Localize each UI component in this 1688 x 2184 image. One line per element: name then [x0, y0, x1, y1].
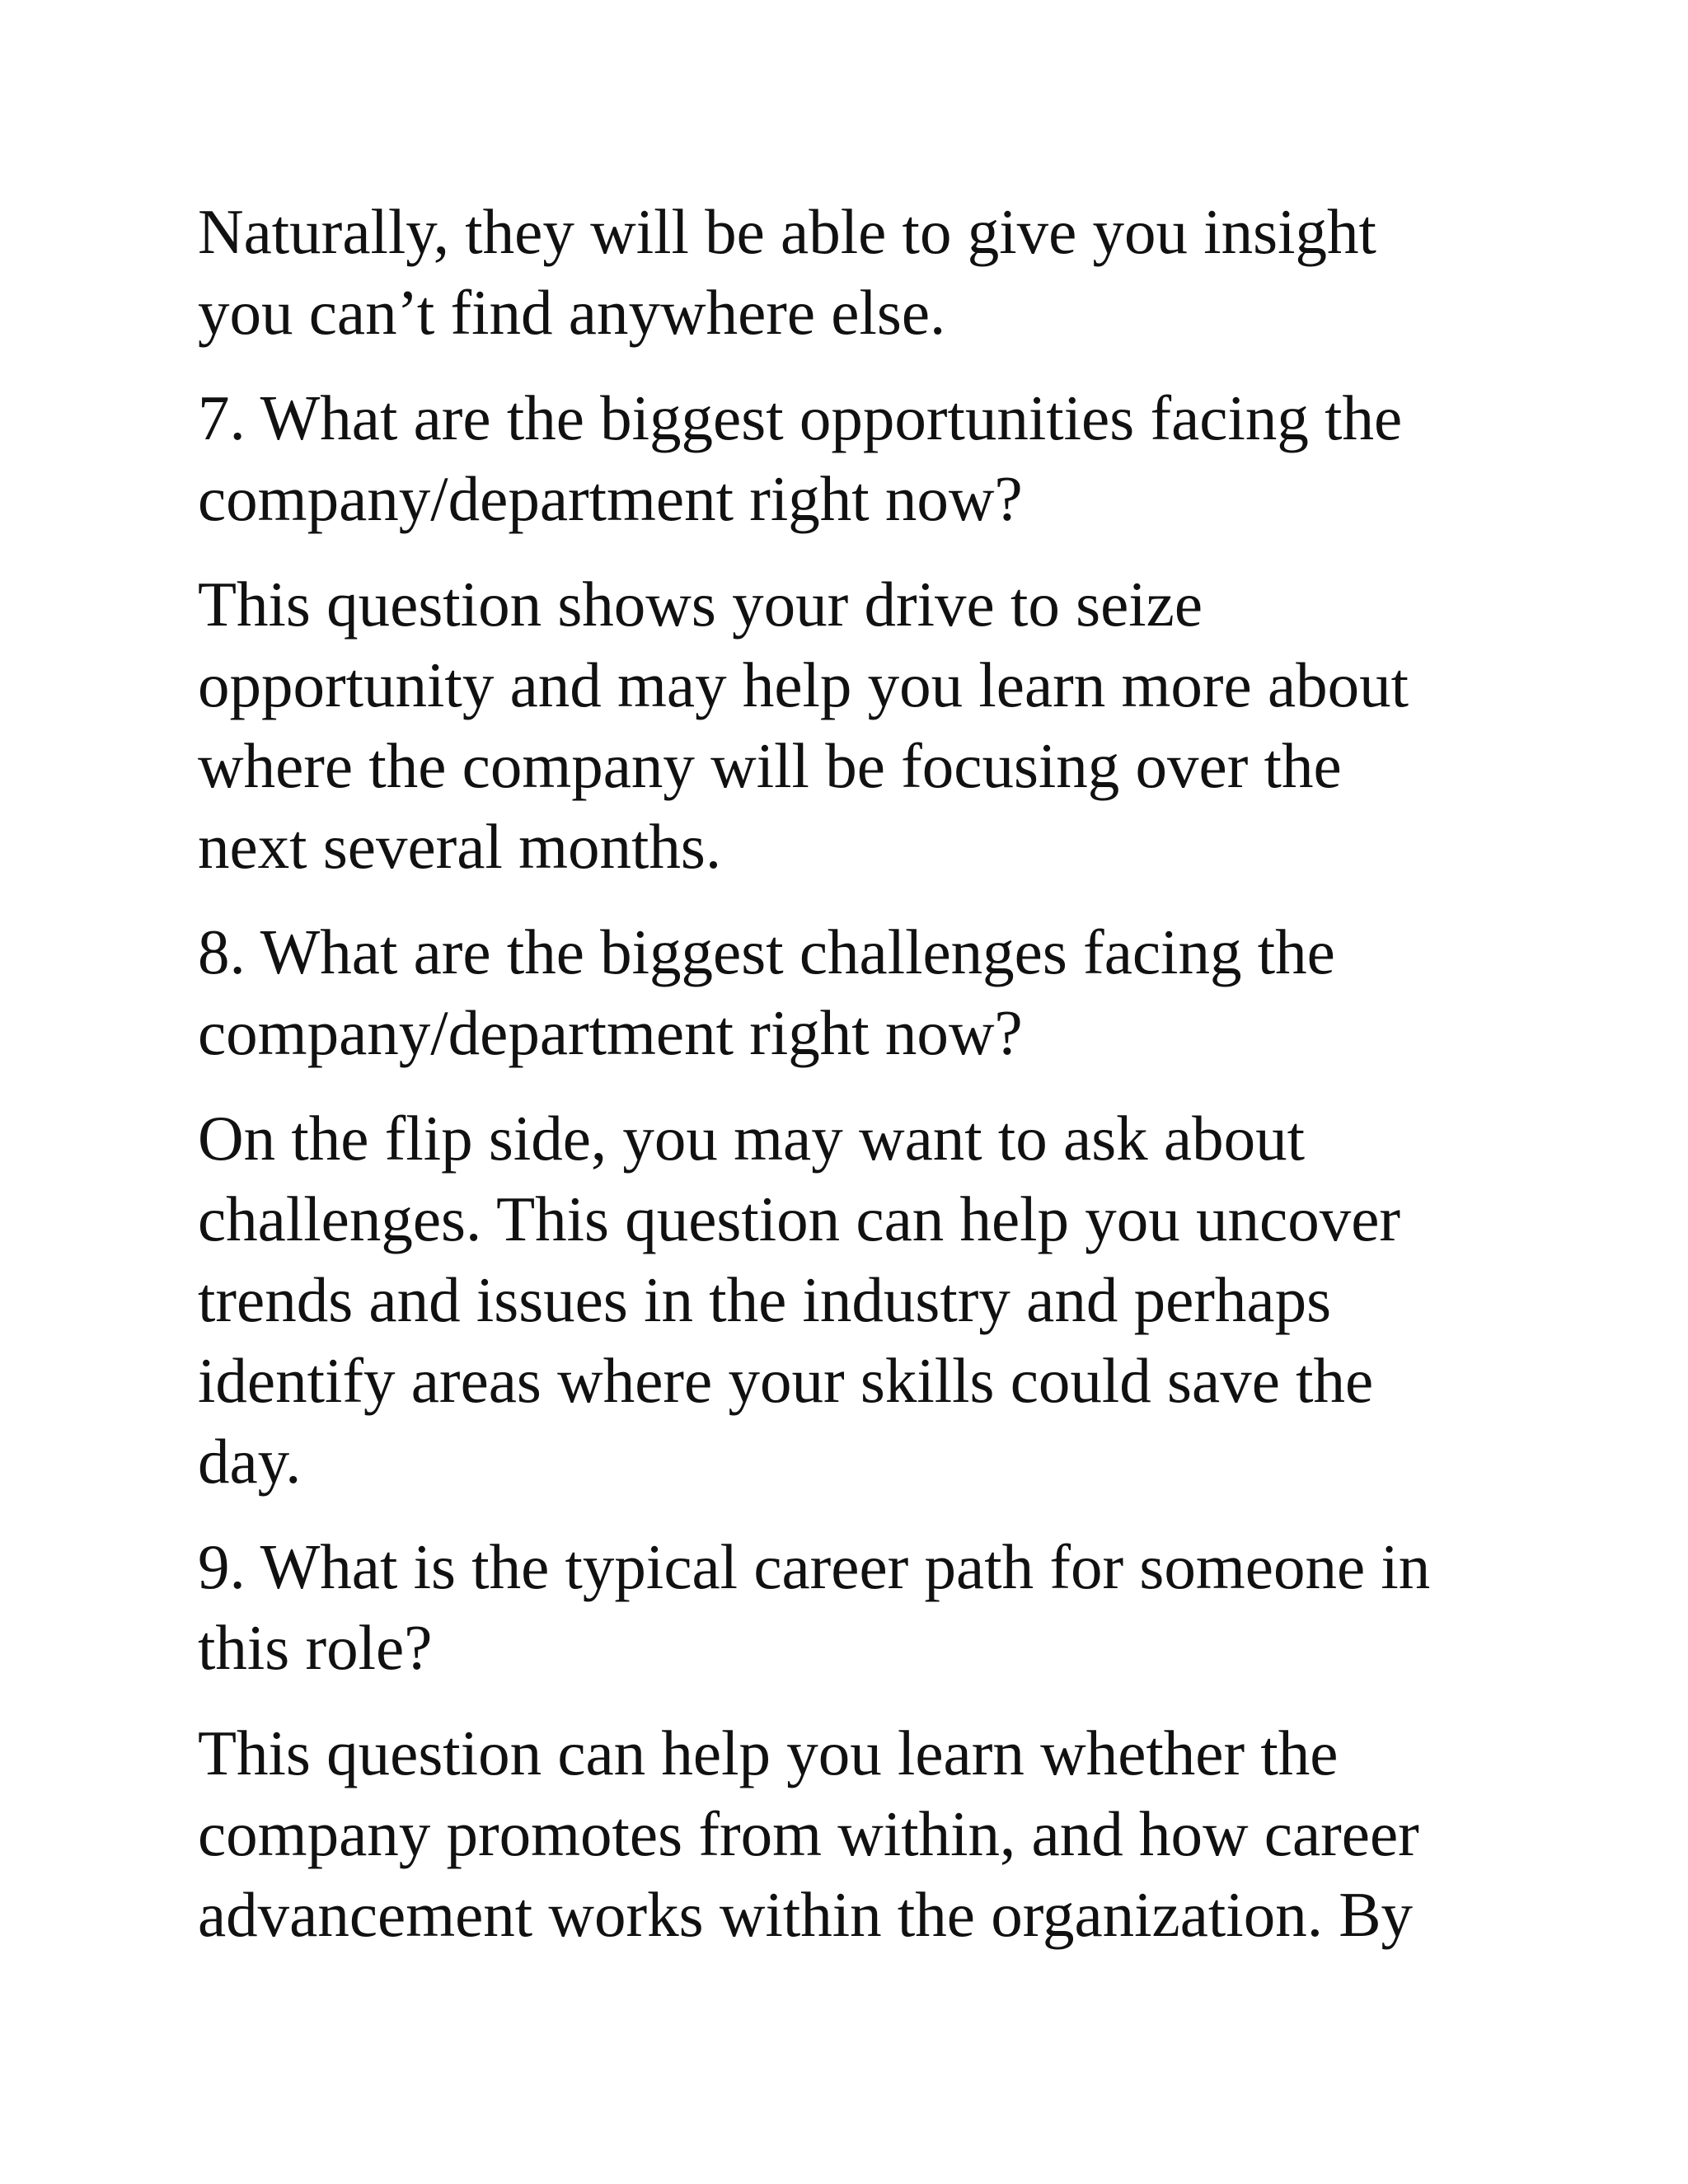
paragraph-opportunity	[198, 564, 1492, 887]
document-body	[198, 191, 1492, 1980]
text-line: opportunity and may help you learn more about	[198, 649, 1409, 720]
question-8	[198, 912, 1492, 1073]
paragraph-insight	[198, 191, 1492, 353]
text-line: 9. What is the typical career path for someone in	[198, 1531, 1431, 1602]
text-line: On the flip side, you may want to ask about	[198, 1103, 1305, 1174]
question-9	[198, 1526, 1492, 1688]
text-line: you can’t find anywhere else.	[198, 277, 946, 348]
text-line: company/department right now?	[198, 997, 1023, 1068]
text-line: next several months.	[198, 811, 722, 882]
text-line: advancement works within the organization. By	[198, 1879, 1414, 1950]
text-line: this role?	[198, 1612, 433, 1683]
paragraph-challenges	[198, 1098, 1492, 1502]
text-line: trends and issues in the industry and perhaps	[198, 1264, 1332, 1335]
text-line: This question can help you learn whether the	[198, 1718, 1339, 1788]
text-line: company promotes from within, and how career	[198, 1798, 1419, 1869]
text-line: identify areas where your skills could save the	[198, 1345, 1374, 1416]
text-line: company/department right now?	[198, 463, 1023, 534]
text-line: 7. What are the biggest opportunities facing the	[198, 382, 1403, 453]
paragraph-career-path	[198, 1713, 1492, 1955]
text-line: This question shows your drive to seize	[198, 569, 1203, 640]
text-line: where the company will be focusing over the	[198, 730, 1342, 801]
question-7	[198, 377, 1492, 539]
text-line: challenges. This question can help you uncover	[198, 1183, 1401, 1254]
text-line: Naturally, they will be able to give you insight	[198, 196, 1376, 267]
text-line: 8. What are the biggest challenges facing the	[198, 916, 1335, 987]
text-line: day.	[198, 1426, 302, 1497]
